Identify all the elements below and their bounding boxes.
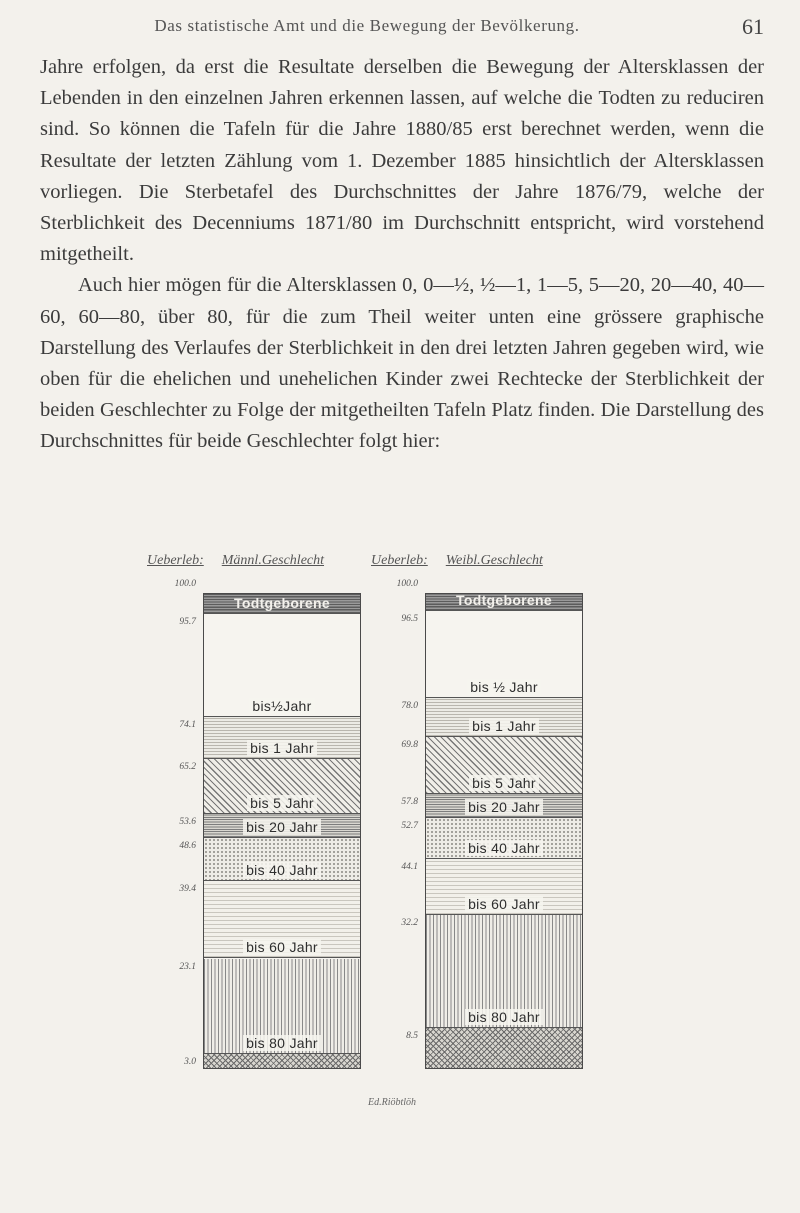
female-segment-label-text: bis 20 Jahr: [465, 799, 543, 815]
male-axis-label: 100.0: [174, 579, 196, 589]
male-axis-label: 53.6: [179, 816, 196, 827]
female-survival-column: [425, 593, 583, 1069]
female-title-main: Weibl.Geschlecht: [445, 553, 543, 568]
female-segment-label-text: bis ½ Jahr: [467, 679, 541, 695]
female-segment-label: [426, 1009, 582, 1025]
paragraph-1: Jahre erfolgen, da erst die Resultate derselben die Bewegung der Altersklassen der Lebenden in den einzelnen Jahren erkennen lassen, auf welche die Todten zu reduciren sind. So können die Tafeln für die Jahre 1880/85 erst berechnet werden, wenn die Resultate der letzten Zählung vom 1. Dezember 1885 hinsichtlich der Altersklassen vorliegen. Die Sterbetafel des Durchschnittes der Jahre 1876/79, welche der Sterblichkeit des Decenniums 1871/80 im Durchschnitt entspricht, wird vorstehend mitgetheilt.: [40, 56, 764, 266]
female-segment-label: [426, 679, 582, 695]
male-segment-label-text: bis 1 Jahr: [247, 740, 317, 756]
female-segment: [426, 591, 582, 611]
female-segment-label-text: bis 80 Jahr: [465, 1009, 543, 1025]
female-segment: [426, 1028, 582, 1068]
female-segment-label: [426, 775, 582, 791]
male-axis-label: 3.0: [184, 1056, 196, 1067]
male-segment-label: [204, 939, 360, 955]
female-segment-label-text: bis 1 Jahr: [469, 718, 539, 734]
female-segment-label-text: bis 60 Jahr: [465, 896, 543, 912]
engraver-signature: Ed.Riöbtlöh: [368, 1097, 417, 1108]
male-segment: [204, 881, 360, 958]
female-segment: [426, 611, 582, 699]
female-segment-label: [426, 896, 582, 912]
male-segment-label: [204, 819, 360, 835]
female-segment-label-text: bis 5 Jahr: [469, 775, 539, 791]
female-axis-label: 44.1: [401, 861, 418, 872]
male-segment: [204, 838, 360, 882]
male-segment: [204, 959, 360, 1054]
female-axis-label: 8.5: [406, 1030, 418, 1041]
male-axis-label: 65.2: [179, 761, 196, 772]
female-axis-label: 32.2: [401, 918, 418, 929]
male-segment-label-text: bis 5 Jahr: [247, 795, 317, 811]
male-axis-label: 48.6: [179, 840, 196, 851]
female-segment: [426, 915, 582, 1027]
male-segment-label-text: bis 80 Jahr: [243, 1035, 321, 1051]
page-number: 61: [742, 14, 764, 39]
male-axis-label: 23.1: [179, 961, 196, 972]
male-segment-label: [204, 795, 360, 811]
male-segment-label-text: bis 60 Jahr: [243, 939, 321, 955]
body-text: [40, 52, 764, 458]
female-segment: [426, 737, 582, 794]
male-title-main: Männl.Geschlecht: [221, 553, 325, 568]
male-segment: [204, 759, 360, 814]
male-segment: [204, 594, 360, 614]
male-axis-label: 95.7: [179, 617, 196, 628]
page-header: [40, 16, 764, 40]
female-axis-label: 100.0: [396, 579, 418, 589]
female-segment-label: [426, 840, 582, 856]
female-segment-label-text: Todtgeborene: [456, 591, 552, 608]
female-axis-label: 57.8: [401, 797, 418, 808]
male-segment-label: [204, 595, 360, 611]
male-segment: [204, 717, 360, 759]
female-segment-label: [426, 592, 582, 608]
female-segment-label-text: bis 40 Jahr: [465, 840, 543, 856]
female-chart-title: [371, 553, 543, 569]
male-segment-label: [204, 740, 360, 756]
female-axis-label: 69.8: [401, 740, 418, 751]
female-axis-label: 96.5: [401, 613, 418, 624]
female-segment: [426, 859, 582, 915]
female-segment-label: [426, 799, 582, 815]
male-segment: [204, 1054, 360, 1068]
paragraph-2: Auch hier mögen für die Altersklassen 0, 0—½, ½—1, 1—5, 5—20, 20—40, 40—60, 60—80, über 80, für die zum Theil weiter unten eine grössere graphische Darstellung des Verlaufes der Sterblichkeit in den drei letzten Jahren gegeben wird, wie oben für die ehelichen und unehelichen Kinder zwei Rechtecke der Sterblichkeit der beiden Geschlechter zu Folge der mitgetheilten Tafeln Platz finden. Die Darstellung des Durchschnittes für beide Geschlechter folgt hier:: [40, 274, 764, 453]
male-survival-column: [203, 593, 361, 1069]
male-segment-label-text: bis 40 Jahr: [243, 862, 321, 878]
female-segment-label: [426, 718, 582, 734]
running-head: Das statistische Amt und die Bewegung der Bevölkerung.: [154, 16, 580, 35]
male-segment-label-text: bis 20 Jahr: [243, 819, 321, 835]
female-title-prefix: Ueberleb:: [371, 553, 428, 568]
female-segment: [426, 818, 582, 859]
male-segment-label: [204, 862, 360, 878]
male-segment: [204, 814, 360, 838]
male-chart-title: [147, 553, 324, 569]
male-segment-label-text: bis½Jahr: [249, 698, 314, 714]
male-segment-label: [204, 698, 360, 714]
female-segment: [426, 794, 582, 818]
male-axis-label: 74.1: [179, 719, 196, 730]
female-segment: [426, 698, 582, 737]
female-axis-label: 52.7: [401, 821, 418, 832]
female-axis-label: 78.0: [401, 701, 418, 712]
male-segment-label-text: Todtgeborene: [234, 595, 330, 612]
male-title-prefix: Ueberleb:: [147, 553, 204, 568]
male-axis-label: 39.4: [179, 884, 196, 895]
male-segment: [204, 614, 360, 716]
male-segment-label: [204, 1035, 360, 1051]
